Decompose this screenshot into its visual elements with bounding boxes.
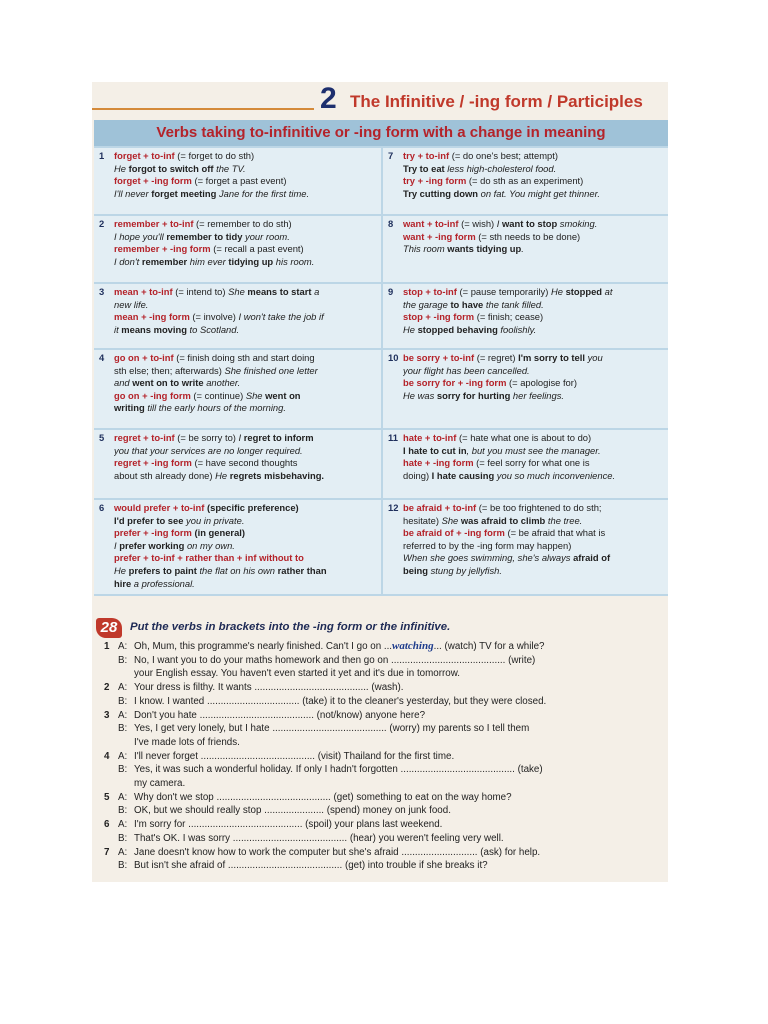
cell-text: Jane for the first time. [216,187,310,199]
line-segment: Why don't we stop .......................................... (get) something to eat on the way home? [134,791,512,803]
line-segment: I know. I wanted .................................. (take) it to the cleaner's yesterday, but they were closed. [134,695,547,707]
cell-line [114,243,375,256]
line-segment: Yes, it was such a wonderful holiday. If only I hadn't forgotten .......................................... (take) [134,764,543,776]
cell-line [114,445,375,458]
line-segment: Don't you hate .......................................... (not/know) anyone here? [134,709,426,721]
cell-text: you that your services are no longer required. [114,444,303,456]
line-text [134,791,512,804]
speaker-label: B: [118,654,128,666]
cell-text: the TV. [213,162,246,174]
cell-text: I don't [114,255,142,267]
cell-line [114,311,375,324]
cell-text: He [403,323,418,335]
cell-text: prefer working [119,539,185,551]
cell-text: She [245,389,266,401]
cell-number: 4 [99,352,105,363]
cell-text: He [114,564,129,576]
cell-line [403,457,662,470]
cell-line [403,311,662,324]
cell-text: the tree. [545,514,583,526]
cell-text: hire [114,577,132,589]
line-segment: Your dress is filthy. It wants .......................................... (wash). [134,682,404,694]
cell-text: to have [450,298,484,310]
cell-text: Try to eat [403,162,445,174]
cell-text: (= hate what one is about to do) [456,432,592,443]
cell-text: I'd prefer to see [114,514,184,526]
cell-number: 7 [388,150,394,161]
cell-line [114,540,375,553]
line-segment: I'm sorry for .......................................... (spoil) your plans last weekend. [134,819,443,831]
cell-text: (= finish; cease) [474,311,544,323]
cell-text: your room. [242,230,290,242]
table-cell-5 [94,430,381,498]
exercise-line [92,859,668,872]
cell-text: (= apologise for) [506,377,578,389]
cell-text: (= feel sorry for what one is [473,457,590,469]
cell-line [403,552,662,565]
cell-text: I [238,432,244,443]
line-segment: Yes, I get very lonely, but I hate .......................................... (worry) my parents so I tell them [134,723,530,735]
line-segment: my camera. [134,778,186,789]
cell-text: (= involve) [189,311,239,323]
cell-text: till the early hours of the morning. [144,402,286,414]
cell-text: (= continue) [190,389,246,401]
cell-line [114,175,375,188]
cell-text: (= remember to do sth) [193,218,292,229]
exercise-line [92,804,668,817]
line-segment: Oh, Mum, this programme's nearly finished. Can't I go on ... [134,641,393,652]
speaker-label: A: [118,791,128,803]
cell-text: referred to by the -ing form may happen) [403,539,572,551]
cell-text: He [114,162,129,174]
verb-pattern: try + -ing form [403,175,467,187]
cell-text: you [584,352,603,363]
exercise-line [92,640,668,653]
cell-line [114,286,375,299]
line-segment: I've made lots of friends. [134,736,240,748]
cell-text: (= be sorry to) [174,432,239,443]
cell-text: means moving [121,323,187,335]
cell-text: forgot to switch off [128,162,214,174]
cell-text: I hate to cut in [403,444,467,456]
verb-pattern: go on + to-inf [114,352,174,363]
line-text [134,667,460,680]
cell-line [114,299,375,312]
line-segment: But isn't she afraid of .......................................... (get) into trouble if she breaks it? [134,860,488,872]
item-number: 4 [104,750,110,762]
verb-pattern: mean + to-inf [114,286,173,297]
cell-text: him ever [187,255,229,267]
cell-text: rather than [277,564,327,576]
cell-text: (= forget to do sth) [174,150,255,161]
cell-text: (= have second thoughts [191,457,298,469]
cell-text: . [521,243,524,255]
cell-line [114,527,375,540]
table-cell-11 [383,430,668,498]
cell-text: (= be afraid that what is [504,527,606,539]
cell-text: (= sth needs to be done) [475,230,581,242]
verb-pattern: mean + -ing form [114,311,190,323]
cell-number: 11 [388,432,398,443]
speaker-label: A: [118,709,128,721]
textbook-page [92,82,668,882]
cell-text: (= be too frightened to do sth; [476,502,602,513]
line-text [134,859,488,872]
cell-text: smoking. [557,218,598,229]
item-number: 2 [104,682,110,694]
line-text [134,818,442,831]
cell-line [403,502,662,515]
cell-line [403,445,662,458]
cell-text: I hope you'll [114,230,167,242]
cell-text: sth else; then; afterwards) [114,364,225,376]
cell-line [114,352,375,365]
cell-line [403,432,662,445]
cell-line [403,163,662,176]
verb-pattern: stop + -ing form [403,311,475,323]
chapter-title: The Infinitive / -ing form / Participles [350,92,643,111]
cell-text: a [311,286,320,297]
line-text [134,763,543,776]
exercise-line [92,818,668,831]
cell-text: She finished one letter [224,364,318,376]
exercise-line [92,750,668,763]
cell-line [403,377,662,390]
line-segment: No, I want you to do your maths homework and then go on .......................................... (write) [134,654,536,666]
table-cell-9 [383,284,668,348]
cell-text: He was [403,389,437,401]
verb-table [94,120,668,596]
line-text [134,722,529,735]
speaker-label: B: [118,723,128,735]
verb-pattern: forget + to-inf [114,150,175,161]
line-text [134,695,546,708]
verb-pattern: be afraid + to-inf [403,502,477,513]
cell-text: (= do one's best; attempt) [449,150,558,161]
cell-line [403,390,662,403]
cell-line [114,578,375,591]
cell-line [403,299,662,312]
cell-line [114,390,375,403]
item-number: 7 [104,846,110,858]
cell-line [114,231,375,244]
cell-text: forget meeting [151,187,217,199]
line-text [134,777,185,790]
cell-line [114,150,375,163]
cell-text: regrets misbehaving. [229,469,325,481]
cell-text: stung by jellyfish. [428,564,502,576]
cell-text: sorry for hurting [436,389,511,401]
cell-text: went on to write [132,377,204,389]
exercise-line [92,791,668,804]
exercise-line [92,681,668,694]
cell-text: her feelings. [510,389,565,401]
cell-number: 8 [388,218,394,229]
chapter-number: 2 [320,82,337,115]
line-segment: Jane doesn't know how to work the computer but she's afraid ............................ (ask) for help. [134,846,541,858]
exercise-line [92,667,668,680]
cell-line [403,218,662,231]
cell-line [403,515,662,528]
cell-line [114,470,375,483]
cell-line [114,565,375,578]
item-number: 1 [104,641,110,652]
cell-text: new life. [114,298,149,310]
item-number: 5 [104,791,110,803]
line-text [134,750,454,763]
cell-text: foolishly. [497,323,537,335]
verb-pattern: regret + to-inf [114,432,175,443]
cell-text: (= pause temporarily) [456,286,551,297]
exercise-line [92,722,668,735]
table-cell-6 [94,500,381,594]
cell-text: about sth already done) [114,469,216,481]
cell-line [114,188,375,201]
cell-text: prefers to paint [128,564,197,576]
table-cell-4 [94,350,381,428]
speaker-label: B: [118,860,128,872]
cell-text: I'll never [114,187,152,199]
cell-text: want to stop [501,218,558,229]
table-heading: Verbs taking to-infinitive or -ing form with a change in meaning [94,120,668,146]
table-cell-3 [94,284,381,348]
table-cell-1 [94,148,381,214]
cell-line [403,231,662,244]
cell-line [403,175,662,188]
cell-text: Try cutting down [403,187,478,199]
table-cell-2 [94,216,381,282]
cell-text: He [550,286,566,297]
verb-pattern: would prefer + to-inf [114,502,205,513]
cell-line [114,502,375,515]
line-segment: OK, but we should really stop ...................... (spend) money on junk food. [134,805,451,817]
speaker-label: A: [118,750,128,762]
cell-text: was afraid to climb [460,514,546,526]
cell-line [403,243,662,256]
line-segment: your English essay. You haven't even started it yet and it's due in tomorrow. [134,668,460,680]
cell-text: (= do sth as an experiment) [466,175,584,187]
cell-text: I [496,218,502,229]
speaker-label: B: [118,832,128,844]
verb-pattern: remember + to-inf [114,218,194,229]
cell-number: 10 [388,352,399,363]
cell-line [114,515,375,528]
cell-line [403,188,662,201]
cell-text: on my own. [184,539,235,551]
line-text [134,681,404,694]
cell-text: When she goes swimming, she's always [403,552,574,564]
cell-text: means to start [247,286,312,297]
verb-pattern: hate + -ing form [403,457,474,469]
item-number: 3 [104,709,110,721]
line-text [134,804,451,817]
cell-text: (= regret) [474,352,519,363]
line-segment: ... (watch) TV for a while? [433,641,545,652]
cell-text: remember [141,255,188,267]
exercise-line [92,709,668,722]
table-cell-10 [383,350,668,428]
table-cell-7 [383,148,668,214]
exercise-line [92,777,668,790]
exercise-number-badge: 28 [96,618,122,638]
verb-pattern: go on + -ing form [114,389,191,401]
verb-pattern: prefer + -ing form [114,527,192,539]
cell-text: you in private. [183,514,245,526]
exercise-line [92,654,668,667]
cell-text: I'm sorry to tell [518,352,585,363]
line-text [134,640,545,653]
cell-text: , but you must see the manager. [466,444,601,456]
speaker-label: A: [118,819,128,831]
cell-number: 9 [388,286,394,297]
verb-pattern: remember + -ing form [114,243,211,255]
cell-text: hesitate) [403,514,442,526]
line-text [134,654,535,667]
cell-text: tidying up [228,255,274,267]
cell-line [114,256,375,269]
speaker-label: B: [118,805,128,817]
verb-pattern: want + -ing form [403,230,476,242]
table-cell-12 [383,500,668,594]
cell-text: afraid of [573,552,611,564]
exercise-line [92,832,668,845]
speaker-label: A: [118,846,128,858]
cell-text: a professional. [131,577,195,589]
cell-number: 5 [99,432,105,443]
cell-text: (in general) [191,527,246,539]
cell-line [403,540,662,553]
line-segment: I'll never forget .......................................... (visit) Thailand for the first time. [134,750,455,762]
cell-text: She [228,286,248,297]
cell-text: I won't take the job if [238,311,324,323]
cell-line [403,324,662,337]
cell-text: the garage [403,298,451,310]
cell-text: less high-cholesterol food. [444,162,557,174]
line-text [134,709,425,722]
line-segment: That's OK. I was sorry .......................................... (hear) you weren't feeling very well. [134,832,504,844]
verb-pattern: be afraid of + -ing form [403,527,505,539]
cell-text: regret to inform [243,432,314,443]
cell-text: to Scotland. [186,323,240,335]
cell-line [114,402,375,415]
cell-text: (= wish) [458,218,497,229]
cell-text: went on [265,389,301,401]
cell-line [114,552,375,565]
cell-text: (= intend to) [172,286,229,297]
verb-pattern: prefer + to-inf + rather than + inf without to [114,552,304,564]
cell-text: you so much inconvenience. [494,469,616,481]
speaker-label: B: [118,695,128,707]
example-answer: watching [392,640,434,652]
cell-line [114,377,375,390]
cell-text: She [441,514,461,526]
cell-line [114,457,375,470]
cell-line [114,218,375,231]
cell-line [114,365,375,378]
cell-number: 6 [99,502,105,513]
cell-text: He [215,469,230,481]
cell-text: I hate causing [431,469,495,481]
speaker-label: A: [118,641,128,652]
header-rule [92,108,314,110]
cell-line [403,150,662,163]
exercise-instruction: Put the verbs in brackets into the -ing form or the infinitive. [130,621,451,633]
cell-line [403,527,662,540]
cell-line [403,470,662,483]
verb-pattern: regret + -ing form [114,457,192,469]
item-number: 6 [104,819,110,831]
cell-text: remember to tidy [166,230,243,242]
cell-text: it [114,323,122,335]
verb-pattern: forget + -ing form [114,175,192,187]
speaker-label: A: [118,682,128,694]
cell-text: his room. [273,255,315,267]
verb-pattern: be sorry + to-inf [403,352,475,363]
cell-number: 12 [388,502,399,513]
cell-text: writing [114,402,145,414]
cell-text: (specific preference) [204,502,299,513]
cell-line [114,432,375,445]
cell-text: at [602,286,613,297]
verb-pattern: be sorry for + -ing form [403,377,507,389]
cell-text: (= recall a past event) [210,243,304,255]
cell-text: This room [403,243,448,255]
exercise-line [92,736,668,749]
chapter-header [92,82,668,120]
cell-text: (= finish doing sth and start doing [173,352,315,363]
verb-pattern: hate + to-inf [403,432,457,443]
line-text [134,846,540,859]
speaker-label: B: [118,764,128,776]
line-text [134,736,240,749]
table-cell-8 [383,216,668,282]
cell-text: the tank filled. [483,298,544,310]
verb-pattern: try + to-inf [403,150,450,161]
cell-number: 2 [99,218,105,229]
cell-line [114,324,375,337]
cell-text: stopped [565,286,603,297]
cell-line [114,163,375,176]
cell-text: the flat on his own [196,564,278,576]
exercise-line [92,695,668,708]
exercise-line [92,846,668,859]
line-text [134,832,504,845]
cell-text: (= forget a past event) [191,175,287,187]
cell-number: 1 [99,150,105,161]
cell-text: and [114,377,133,389]
verb-pattern: stop + to-inf [403,286,457,297]
cell-text: stopped behaving [417,323,498,335]
verb-pattern: want + to-inf [403,218,459,229]
cell-text: wants tidying up [447,243,522,255]
cell-line [403,365,662,378]
cell-number: 3 [99,286,105,297]
cell-line [403,286,662,299]
cell-text: another. [203,377,241,389]
cell-text: being [403,564,428,576]
cell-line [403,565,662,578]
cell-text: doing) [403,469,432,481]
cell-line [403,352,662,365]
exercise-line [92,763,668,776]
cell-text: on fat. You might get thinner. [478,187,600,199]
cell-text: your flight has been cancelled. [403,364,530,376]
cell-text: I [114,539,120,551]
